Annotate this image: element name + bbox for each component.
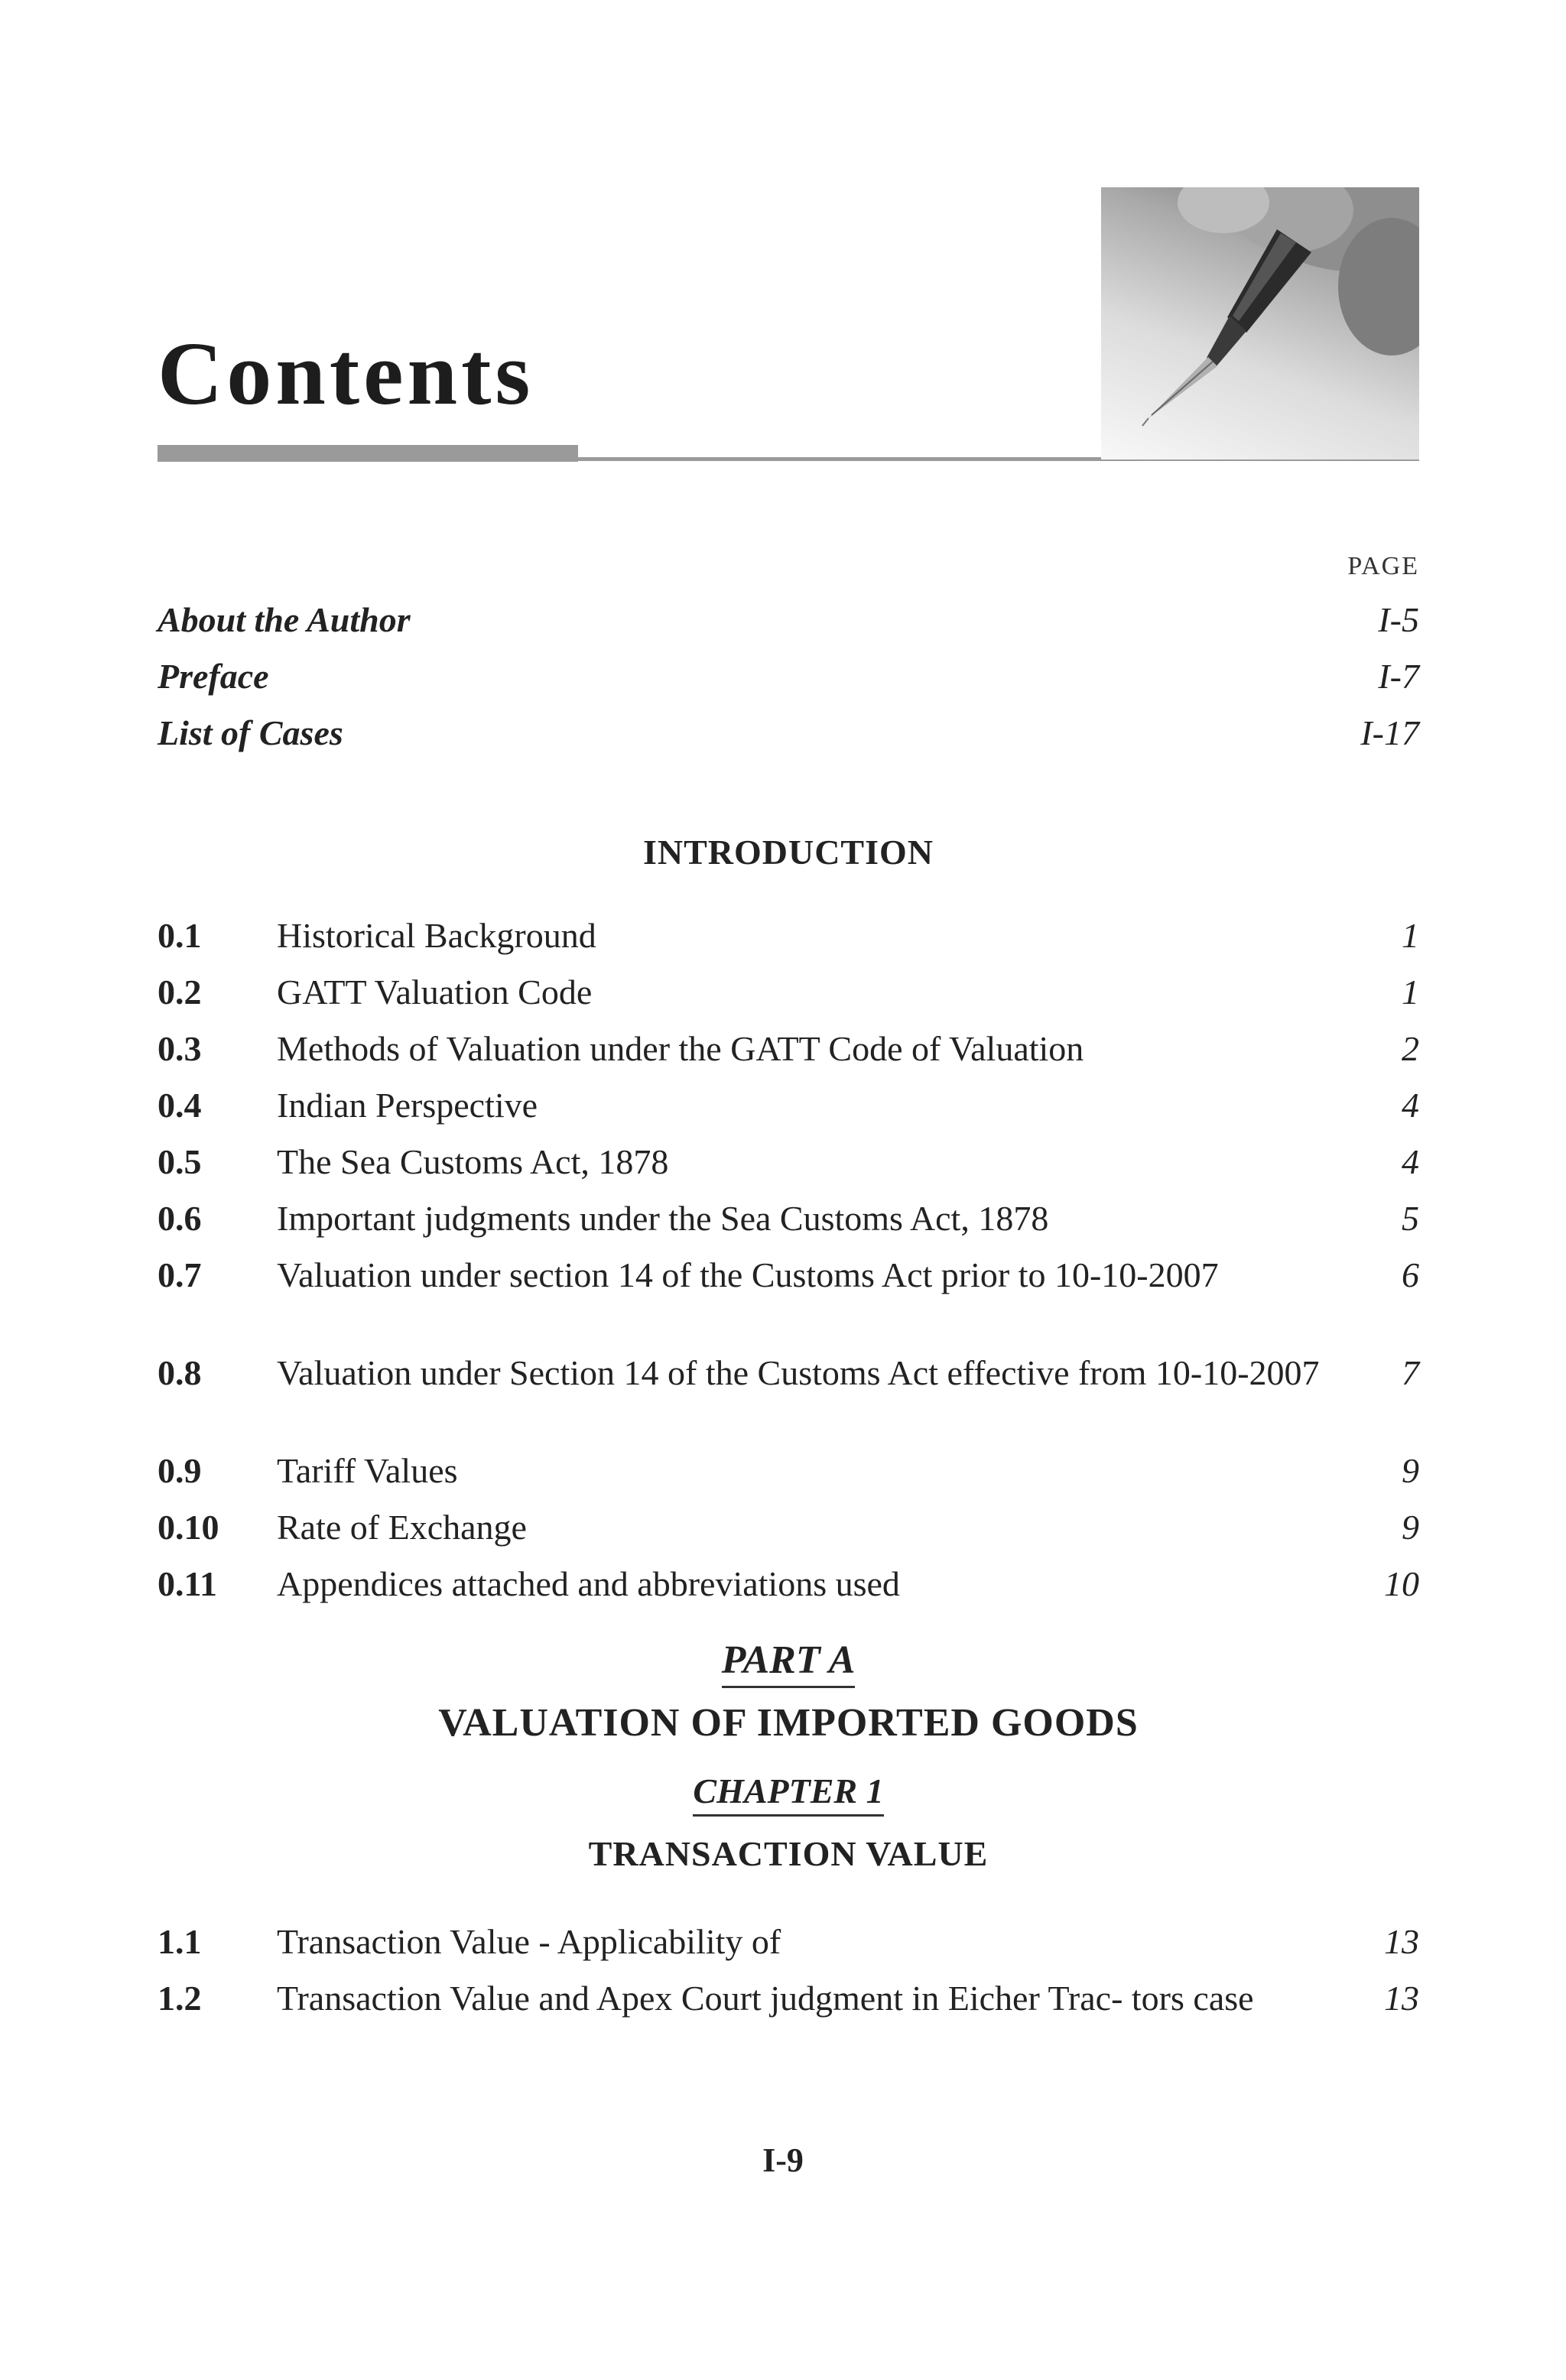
toc-entry-number: 0.6 [158, 1199, 202, 1238]
header-rule-accent [158, 445, 578, 462]
toc-entry-number: 0.10 [158, 1508, 219, 1547]
toc-entry-page: 2 [1402, 1029, 1419, 1068]
toc-entry-title: Preface [158, 657, 269, 696]
toc-entry-number: 0.5 [158, 1142, 202, 1181]
toc-entry-title: Transaction Value and Apex Court judgment in Eicher Trac- tors case [277, 1979, 1254, 2018]
page-column-label: PAGE [1347, 552, 1419, 580]
toc-entry-page: 1 [1402, 916, 1419, 955]
toc-entry-title: Tariff Values [277, 1451, 458, 1490]
part-label [158, 1638, 1419, 1688]
toc-entry-page: 10 [1384, 1564, 1419, 1603]
toc-entry-page: 5 [1402, 1199, 1419, 1238]
toc-entry-title: Historical Background [277, 916, 596, 955]
part-label-text: PART A [722, 1638, 856, 1688]
toc-entry-title: Transaction Value - Applicability of [277, 1922, 781, 1961]
toc-entry-page: 9 [1402, 1451, 1419, 1490]
toc-entry-number: 0.2 [158, 972, 202, 1011]
toc-entry-list-of-cases[interactable] [158, 713, 1419, 758]
toc-entry-title: Methods of Valuation under the GATT Code of Valuation [277, 1029, 1084, 1068]
toc-entry-title: Important judgments under the Sea Customs Act, 1878 [277, 1199, 1049, 1238]
toc-entry-page: I-5 [1378, 600, 1419, 639]
toc-entry-number: 0.4 [158, 1086, 202, 1125]
part-title: VALUATION OF IMPORTED GOODS [438, 1701, 1139, 1745]
toc-entry-number: 1.1 [158, 1922, 202, 1961]
pen-icon [1101, 187, 1419, 459]
toc-entry-number: 0.3 [158, 1029, 202, 1068]
toc-entry-title: GATT Valuation Code [277, 972, 593, 1011]
chapter-title: TRANSACTION VALUE [588, 1834, 989, 1873]
toc-entry-title: Valuation under section 14 of the Customs Act prior to 10-10-2007 [277, 1255, 1219, 1294]
toc-entry-page: I-7 [1378, 657, 1419, 696]
chapter-label-text: CHAPTER 1 [693, 1771, 883, 1817]
toc-entry-number: 0.7 [158, 1255, 202, 1294]
fountain-pen-illustration [1101, 187, 1419, 459]
toc-entry-title: The Sea Customs Act, 1878 [277, 1142, 669, 1181]
toc-entry-number: 0.9 [158, 1451, 202, 1490]
toc-entry-page: 9 [1402, 1508, 1419, 1547]
page-number: I-9 [762, 2141, 804, 2179]
toc-entry-page: I-17 [1360, 713, 1419, 752]
toc-entry-page: 13 [1384, 1979, 1419, 2018]
toc-entry-page: 1 [1402, 972, 1419, 1011]
toc-entry-number: 1.2 [158, 1979, 202, 2018]
section-heading-introduction: INTRODUCTION [642, 833, 934, 872]
toc-entry-title: About the Author [158, 600, 411, 639]
toc-entry-title: Rate of Exchange [277, 1508, 527, 1547]
toc-entry-title: Appendices attached and abbreviations used [277, 1564, 900, 1603]
toc-entry-title: List of Cases [158, 713, 343, 752]
toc-entry-number: 0.11 [158, 1564, 217, 1603]
toc-entry-title: Indian Perspective [277, 1086, 538, 1125]
toc-entry-page: 6 [1402, 1255, 1419, 1294]
toc-entry-about-the-author[interactable] [158, 599, 1419, 645]
toc-entry-number: 0.8 [158, 1353, 202, 1392]
toc-entry-title: Valuation under Section 14 of the Customs Act effective from 10-10-2007 [277, 1353, 1320, 1392]
toc-entry-page: 4 [1402, 1086, 1419, 1125]
toc-entry-page: 4 [1402, 1142, 1419, 1181]
page-title: Contents [158, 323, 534, 424]
toc-entry-preface[interactable] [158, 656, 1419, 702]
toc-entry-number: 0.1 [158, 916, 202, 955]
chapter-label [158, 1771, 1419, 1817]
toc-entry-page: 13 [1384, 1922, 1419, 1961]
toc-entry-page: 7 [1402, 1353, 1419, 1392]
